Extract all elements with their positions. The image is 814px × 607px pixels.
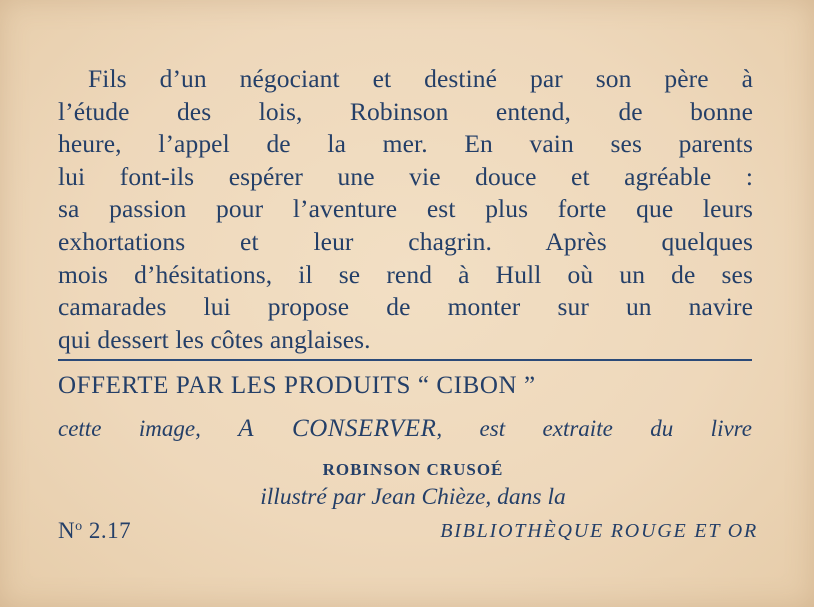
- number-superscript: o: [75, 519, 83, 534]
- extract-text-after: , est extraite du livre: [436, 416, 752, 441]
- story-line: sa passion pour l’aventure est plus forte que leurs: [58, 194, 753, 224]
- story-line: l’étude des lois, Robinson entend, de bonne: [58, 96, 753, 126]
- story-text: [58, 63, 753, 356]
- extract-emphasis: A CONSERVER: [238, 415, 437, 442]
- story-line: lui font-ils espérer une vie douce et agréable :: [58, 161, 753, 191]
- story-line: heure, l’appel de la mer. En vain ses parents: [58, 129, 753, 159]
- extract-notice: [58, 415, 752, 443]
- extract-text-before: cette image,: [58, 416, 239, 441]
- story-line: camarades lui propose de monter sur un navire: [58, 292, 753, 322]
- offer-heading: OFFERTE PAR LES PRODUITS “ CIBON ”: [58, 372, 536, 399]
- collection-name: BIBLIOTHÈQUE ROUGE ET OR: [440, 520, 758, 542]
- story-line: mois d’hésitations, il se rend à Hull où un de ses: [58, 259, 753, 289]
- story-line: exhortations et leur chagrin. Après quelques: [58, 226, 753, 256]
- number-prefix: N: [58, 518, 76, 543]
- story-line: Fils d’un négociant et destiné par son père à: [88, 64, 753, 93]
- illustrator-credit: illustré par Jean Chièze, dans la: [260, 484, 566, 510]
- number-value: 2.17: [82, 518, 132, 543]
- book-title: ROBINSON CRUSOÉ: [322, 460, 504, 479]
- divider-rule: [58, 359, 752, 361]
- card-number: [58, 518, 131, 544]
- story-line: qui dessert les côtes anglaises.: [58, 324, 371, 354]
